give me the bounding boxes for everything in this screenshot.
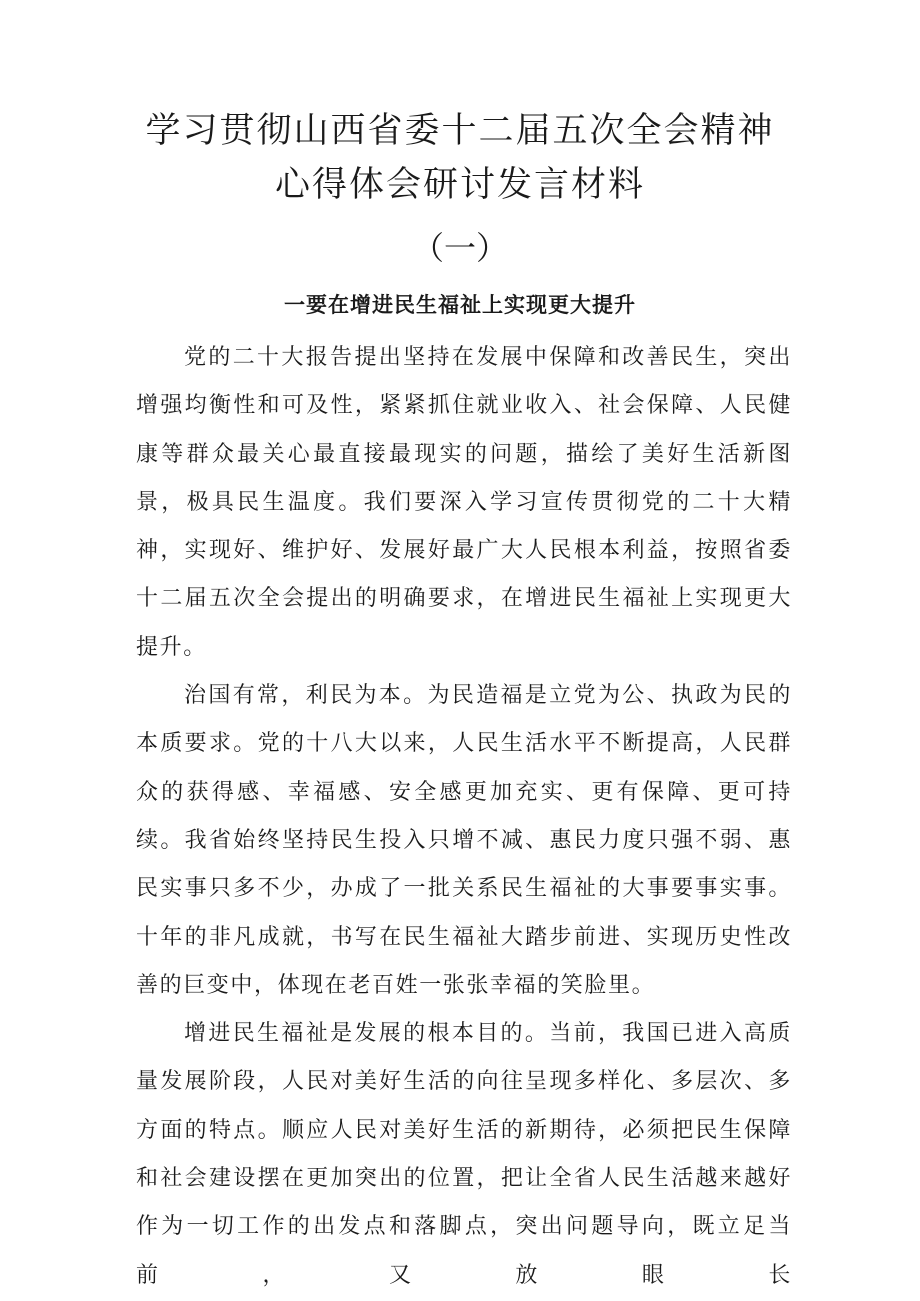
paragraph-3: 增进民生福祉是发展的根本目的。当前，我国已进入高质量发展阶段，人民对美好生活的向往呈现多样化、多层次、多方面的特点。顺应人民对美好生活的新期待，必须把民生保障和社会建设摆在更加突出的位置，把让全省人民生活越来越好作为一切工作的出发点和落脚点，突出问题导向，既立足当前，又放眼长: [136, 1021, 792, 1288]
document-title: 学习贯彻山西省委十二届五次全会精神心得体会研讨发言材料: [145, 111, 775, 205]
body-text: [136, 334, 792, 1300]
section-subheading: 一要在增进民生福祉上实现更大提升: [284, 293, 636, 317]
paragraph-2: 治国有常，利民为本。为民造福是立党为公、执政为民的本质要求。党的十八大以来，人民生活水平不断提高，人民群众的获得感、幸福感、安全感更加充实、更有保障、更可持续。我省始终坚持民生投入只增不减、惠民力度只强不弱、惠民实事只多不少，办成了一批关系民生福祉的大事要事实事。十年的非凡成就，书写在民生福祉大踏步前进、实现历史性改善的巨变中，体现在老百姓一张张幸福的笑脸里。: [136, 683, 792, 998]
section-number: （一）: [411, 229, 508, 267]
paragraph-1: 党的二十大报告提出坚持在发展中保障和改善民生，突出增强均衡性和可及性，紧紧抓住就业收入、社会保障、人民健康等群众最关心最直接最现实的问题，描绘了美好生活新图景，极具民生温度。我们要深入学习宣传贯彻党的二十大精神，实现好、维护好、发展好最广大人民根本利益，按照省委十二届五次全会提出的明确要求，在增进民生福祉上实现更大提升。: [136, 345, 792, 660]
